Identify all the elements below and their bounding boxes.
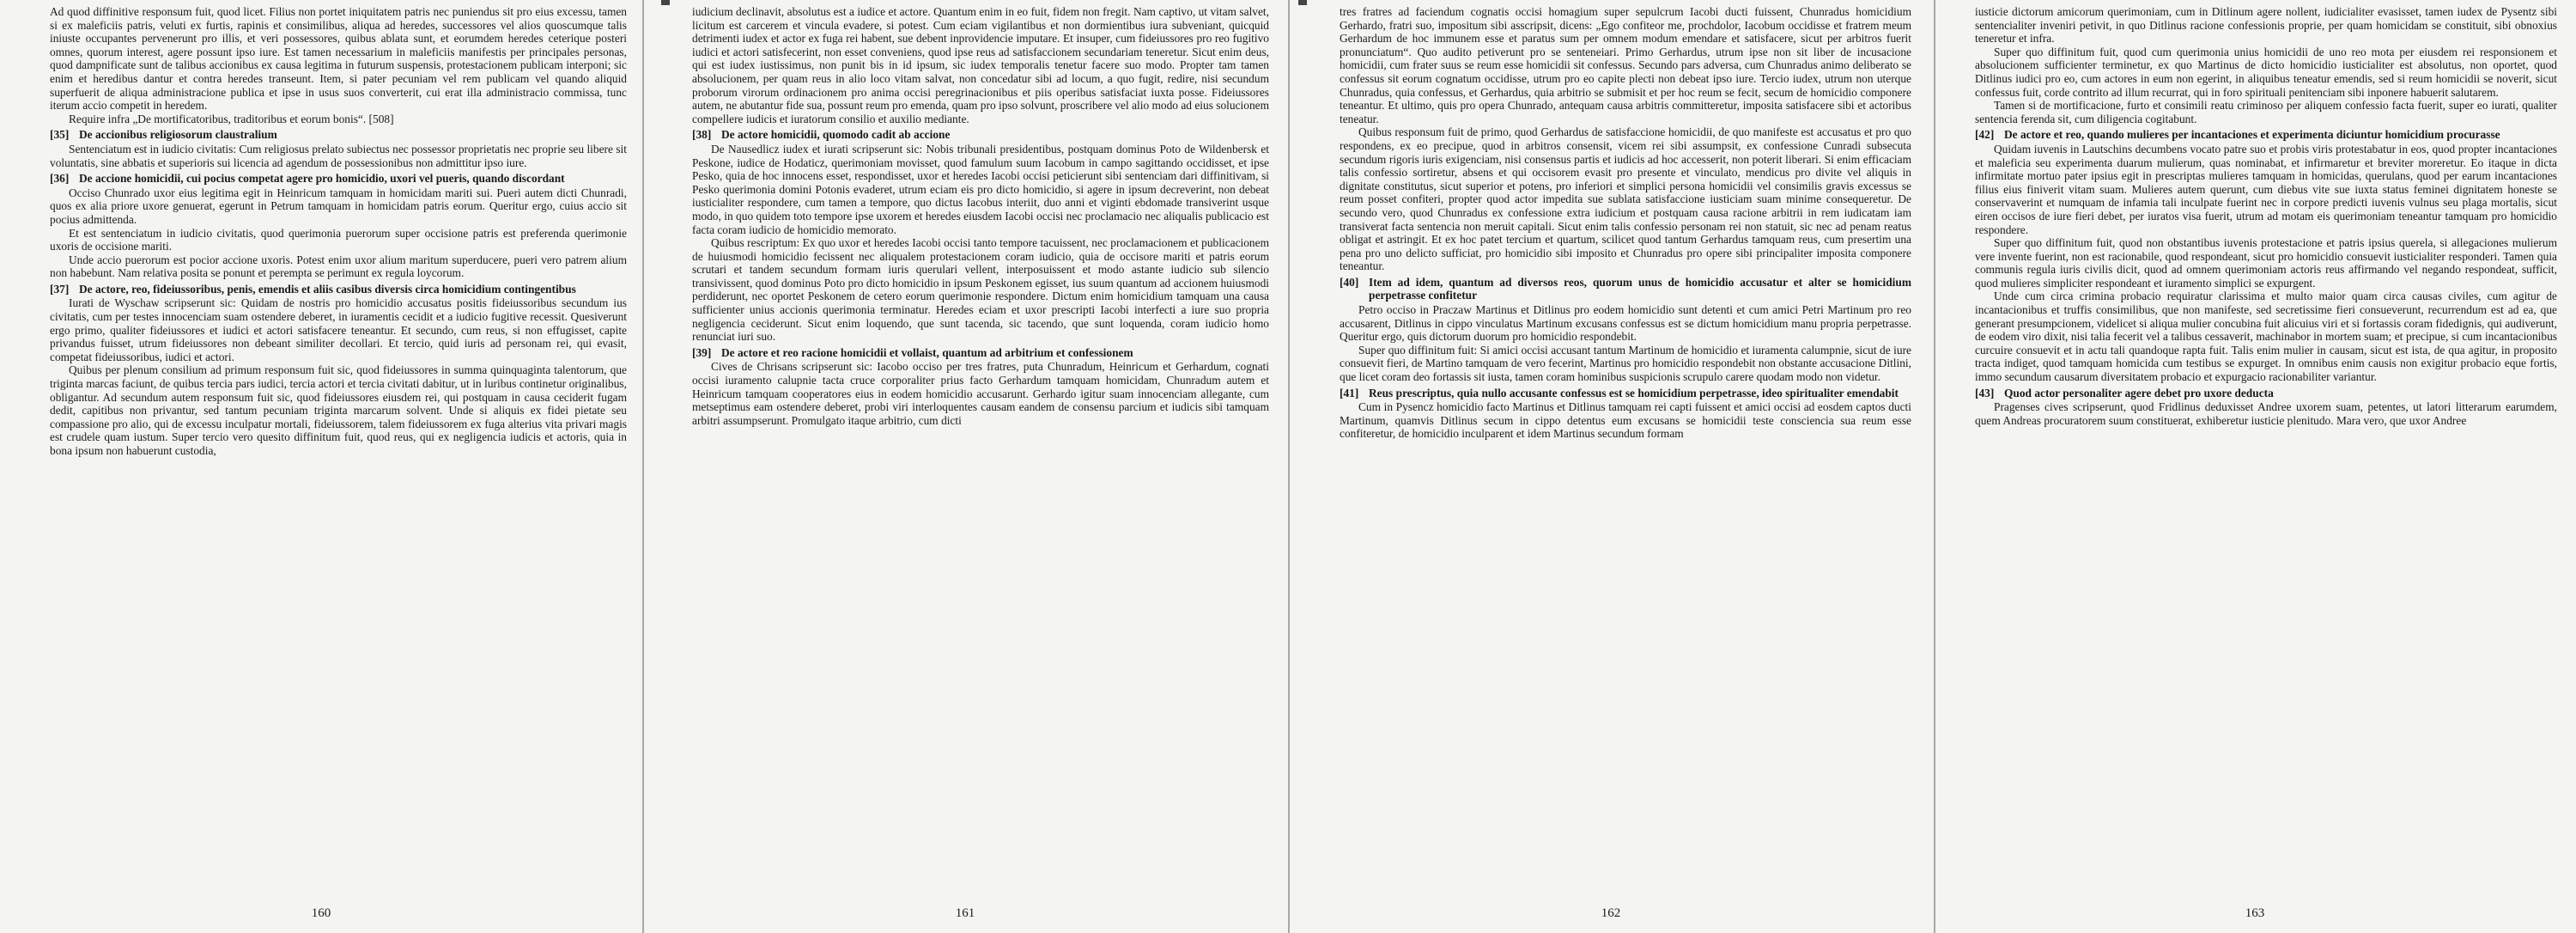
page-number: 163 [2245,906,2265,920]
paragraph: Sentenciatum est in iudicio civitatis: Cum religiosus prelato subiectus nec possessor proprietatis nec proprie seu libere sit voluntatis, sine abbatis et superioris sui licencia ad agendum de possessionibus non admittitur ipso iure. [50,142,627,169]
paragraph: Tamen si de mortificacione, furto et consimili reatu criminoso per aliquem confessio facta fuerit, super eo iurati, qualiter sentencia ferenda sit, cum diligencia cogitabunt. [1975,99,2557,125]
section-number: [41] [1340,386,1359,399]
paragraph: Iurati de Wyschaw scripserunt sic: Quidam de nostris pro homicidio accusatus positis fideiussoribus secundum ius civitatis, cum per testes innocenciam suam ostendere deberet, in iuramentis cecidit et a iudicio fugitive recessit. Quesiverunt ergo primo, qualiter fideiussores et iudici et actori satisfacere teneantur. Et secundo, cum reus, si non effugisset, capite privandus fuisset, utrum fideiussores non debeant similiter decollari. Et tercio, quid iuris ad personam rei, qui evasit, competat fideiussoribus, iudici et actori. [50,296,627,363]
page-text [1340,5,1911,441]
paragraph: iudicium declinavit, absolutus est a iudice et actore. Quantum enim in eo fuit, fidem non fregit. Nam captivo, ut vitam salvet, licitum est carcerem et vincula evadere, si potest. Cum eciam vigilantibus et non dormientibus iura subveniant, quicquid detrimenti iudex et actor ex fuga rei habent, sue debent inprovidencie imputare. Et insuper, cum fideiussores pro reo fugitivo iudici et actori satisfecerint, non esset conveniens, quod ipse reus ad satisfaccionem secundariam teneretur. Sicut enim deus, qui est iudex iustissimus, non punit bis in id ipsum, sic iudex temporalis tenetur facere suo modo. Propter tam tamen absolucionem, per quam reus in alio loco vitam salvat, non concedatur sibi ad locum, a quo fugit, redire, nisi secundum proborum virorum ordinacionem pro anima occisi peregrinacionibus et piis operibus satisfaciat iuxta posse. Fideiussores autem, ne abutantur fide sua, possunt reum pro emenda, quam pro ipso solvunt, proscribere vel alio modo ad eius solucionem compellere iudicis et iuratorum consilio et auxilio mediante. [692,5,1269,125]
paragraph: Unde cum circa crimina probacio requiratur clarissima et multo maior quam circa causas civiles, cum agitur de incantacionibus et truffis consimilibus, que non manifeste, sed secretissime fieri consueverunt, recurrendum est ad ea, que generant presumpcionem, videlicet si aliqua mulier concubina fuit alicuius viri et si fortassis coram fidedignis, qui audiverunt, de eodem viro dixit, nisi talia fecerit vel a talibus cessaverit, machinabor in mortem suam; et precipue, si cum incantacionibus curcuire consuevit et in actu tali quandoque rapta fuit. Talis enim mulier in causam, sicut est ista, de qua agitur, in proposito tracta indiget, quod tamquam homicida cum testibus se expurget. In omnibus enim causis non exigitur probacio eque fortis, immo secundum causarum diversitatem probacio et expurgacio racionabiliter variantur. [1975,290,2557,384]
paragraph: iusticie dictorum amicorum querimoniam, cum in Ditlinum agere nollent, iudicialiter evasisset, tamen iudex de Pysentz sibi sentencialiter inveniri petivit, in quo Ditlinus racione confessionis proprie, per quam homicidam se constituit, sibi obnoxius teneretur et infra. [1975,5,2557,46]
page-text [50,5,627,458]
paragraph: Pragenses cives scripserunt, quod Fridlinus deduxisset Andree uxorem suam, petentes, ut latori litterarum earumdem, quem Andreas procuratorem suum constituerat, exhiberetur iusticie plenitudo. Mara vero, que uxor Andree [1975,400,2557,427]
section-number: [43] [1975,386,1995,399]
paragraph: Quibus responsum fuit de primo, quod Gerhardus de satisfaccione homicidii, de quo manifeste est accusatus et pro quo respondens, ex eo precipue, quod in arbitros consensit, vicem rei sibi assumpsit, ex confessione Cunradi subsecuta secundum rigoris iuris exigenciam, nisi consensus partis et iudicis ad hoc accesserit, non poterit liberari. Si enim efficaciam talis confessio sortiretur, absens et qui occisorem evasit pro presente et vinculato, mendicus pro divite vel aliquis in dignitate constitutus, sicut superior et potens, pro inferiori et simplici persona homicidii vel consimilis gravis excessus se reum posset confiteri, propter quod actor impedita sue sublata satisfaccione iusticiam suam minime consequeretur. De secundo vero, quod Chunradus ex confessione extra iudicium et postquam causa racione arbitrii in rem iudicatam iam transiverat facta sentencia non meruit capitali. Sicut enim talis confessio personam rei non statuit, sic nec ad penam reatus obligat et astringit. Et ex hoc patet tercium et quartum, scilicet quod tantum Gerhardus tamquam reus, cum presertim una pena pro uno delicto sufficiat, pro homicidio sibi imposito et Chunradus pro opere sibi principaliter imposita componere teneantur. [1340,125,1911,273]
page-number: 160 [311,906,331,920]
section-number: [42] [1975,128,1995,142]
section-title: Reus prescriptus, quia nullo accusante confessus est se homicidium perpetrasse, ideo spiritualiter emendabit [1369,386,1899,399]
section-title: De actore homicidii, quomodo cadit ab accione [721,128,951,142]
section-number: [38] [692,128,712,142]
paragraph: tres fratres ad faciendum cognatis occisi homagium super sepulcrum Iacobi ducti fuissent, Chunradus homicidium Gerhardo, fratri suo, impositum sibi asscripsit, dicens: „Ego confiteor me, prochdolor, Iacobum occidisse et fratrem meum Gerhardum de hoc immunem esse et paratus sum per omnem modum emendare et satisfacere, sicut per arbitros fuerit pronunciatum“. Quo audito petiverunt pro se senteneiari. Primo Gerhardus, utrum ipse non sit liber de incusacione homicidii, cum frater suus se reum esse homicidii sit confessus. Secundo pars adversa, cum Chunradus animo deliberato se confessus sit eorum cognatum occidisse, utrum pro eo capite plecti non debeat ipso iure. Tercio iudex, utrum non uterque Chunradus, quia confessus, et Gerhardus, quia arbitrio se submisit et per hoc reum se fecit, secum de homicidio componere teneantur. Et ultimo, quis pro opera Chunrado, antequam causa arbitris committeretur, imposita satisfacere sibi et actoribus teneatur. [1340,5,1911,125]
page-gutter [1288,0,1290,933]
section-heading [1340,276,1911,302]
page-number: 162 [1601,906,1621,920]
paragraph: De Nausedlicz iudex et iurati scripserunt sic: Nobis tribunali presidentibus, postquam dominus Poto de Wildenbersk et Peskone, iudice de Hodaticz, querimoniam movisset, quod famulum suum Iacobum in campo sagittando occidisset, et ipse Pesko, quia de hoc innocens esset, respondisset, uxor et heredes Iacobi occisi peticierunt sibi sentenciam dari diffinitivam, si Pesko querimonia domini Potonis evaderet, utrum eciam eis pro dicto homicidio, si agere in ipsum decreverint, non debeat iusticialiter respondere, cum tamen a tempore, quo dictus Iacobus interiit, duo anni et viginti ebdomade transiverint usque modo, in quo quidem toto tempore ipse uxorem et heredes eiusdem Iacobi occisi nec proclamacio nec aliqualis publicacio est facta coram iudicio de homicidio memorato. [692,142,1269,236]
section-heading [50,128,627,142]
section-heading [1975,128,2557,142]
section-number: [37] [50,282,70,296]
section-title: De actore, reo, fideiussoribus, penis, emendis et aliis casibus diversis circa homicidium contingentibus [79,282,576,296]
paragraph: Quibus rescriptum: Ex quo uxor et heredes Iacobi occisi tanto tempore tacuissent, nec proclamacionem et publicacionem de huiusmodi homicidio fecissent nec aliqualem protestacionem coram iudicio, quia de occisore mariti et patris eorum scrutari et tandem secundum formam iuris querulari vellent, interposuissent et modo astante iudicio sub silencio transivissent, quod dominus Poto pro dicto homicidio in ipsum Peskonem egisset, ius suum quantum ad accionem huiusmodi perdiderunt, nec oportet Peskonem de cetero eorum querimonie respondere. Dictum enim homicidium tamquam una causa sufficienter unius accionis querimonia terminatur. Heredes eciam et uxor prescripti Iacobi interfecti a iure suo propria negligencia ceciderunt. Sicut enim loquendo, que sunt tacenda, sic tacendo, que sunt loquenda, coram iudicio homo renunciat iuri suo. [692,236,1269,344]
section-heading [1975,387,2557,400]
fold-mark [661,0,670,5]
fold-mark [1298,0,1307,5]
paragraph: Unde accio puerorum est pocior accione uxoris. Potest enim uxor alium maritum superducere, pueri vero patrem alium non habebunt. Nam relativa posita se ponunt et perempta se perimunt ex regula loycorum. [50,253,627,280]
page-gutter [1934,0,1935,933]
section-heading [692,346,1269,360]
page-text [1975,5,2557,427]
section-heading [1340,387,1911,400]
section-title: Item ad idem, quantum ad diversos reos, quorum unus de homicidio accusatur et alter se homicidium perpetrasse confitetur [1369,275,1911,302]
section-title: Quod actor personaliter agere debet pro uxore deducta [2004,386,2274,399]
paragraph: Quidam iuvenis in Lautschins decumbens vocato patre suo et probis viris protestabatur in eos, quod propter incantaciones et maleficia seu experimenta duarum mulierum, quas nominabat, et infirmaretur et breviter moreretur. Eo itaque in dicta infirmitate mortuo pater ipsius egit in prescriptas mulieres tamquam in homicidas, querulans, quod per earum incantaciones filius eius finiverit vitam suam. Mulieres autem querunt, cum diebus vite sue iuxta status feminei dignitatem honeste se conservaverint et numquam de infamia tali inculpate fuerint nec in corpore predicti iuvenis vulnus seu plaga mortalis, sicut eiren occisos de iure fieri debet, per iuratos visa fuerit, utrum ad motam eis querimoniam teneantur tamquam pro homicidio respondere. [1975,142,2557,236]
section-heading [50,172,627,186]
paragraph: Cum in Pysencz homicidio facto Martinus et Ditlinus tamquam rei capti fuissent et amici occisi ad eosdem captos ducti Martinum, quamvis Ditlinus secum in cippo detentus eum excusans se homicidii teste consciencia sua reum esse confiteretur, de homicidio inculparent et idem Martinus secundum formam [1340,400,1911,441]
section-number: [35] [50,128,70,142]
page-text [692,5,1269,427]
page-161 [642,0,1288,933]
section-heading [692,128,1269,142]
paragraph: Cives de Chrisans scripserunt sic: Iacobo occiso per tres fratres, puta Chunradum, Heinricum et Gerhardum, cognati occisi iuramento calupnie tacta cruce corporaliter prius facto Gerhardum tamquam homicidam, Chunradum autem et Heinricum tamquam cooperatores eius in eodem homicidio accusarunt. Gerhardo igitur suam innocenciam allegante, cum metseptimus eam ostendere deberet, probi viri interloquentes causam eandem de consensu parcium et iudicis sibi tamquam arbitri assumpserunt. Promulgato itaque arbitrio, cum dicti [692,360,1269,427]
page-163 [1934,0,2576,933]
page-162 [1288,0,1934,933]
section-number: [40] [1340,275,1359,289]
paragraph: Super quo diffinitum fuit: Si amici occisi accusant tantum Martinum de homicidio et iuramenta calumpnie, sicut de iure consuevit fieri, de Martino tamquam de vero fecerint, Martinus pro homicidio respondebit non obstante accusacione Ditlini, que licet coram deo fortassis sit iusta, tamen coram hominibus suspicionis scrupulo carere quodam modo non videtur. [1340,343,1911,384]
section-number: [39] [692,345,712,359]
section-number: [36] [50,172,70,186]
section-title: De actore et reo, quando mulieres per incantaciones et experimenta diciuntur homicidium procurasse [2004,128,2500,142]
page-gutter [642,0,644,933]
section-title: De accionibus religiosorum claustralium [79,128,277,142]
paragraph: Quibus per plenum consilium ad primum responsum fuit sic, quod fideiussores in summa quinquaginta talentorum, que triginta marcas faciunt, de quibus tercia pars iudici, tercia actori et tercia civitati dabitur, ut in luribus continetur originalibus, obligantur. Ad secundum autem responsum fuit sic, quod fideiussores eiusdem rei, qui postquam in causa ceciderit fugam dedit, capitibus non privantur, sed tantum pecuniam triginta marcarum solvent. Unde si aliquis ex fidei pietate seu compassione pro alio, qui de excessu inculpatur mortali, fideiussorem, talem fideiussorem ex fuga alterius vita privari magis est crudele quam iustum. Super tercio vero quesito diffinitum fuit, quod reus, qui ex negligencia iudicis et actoris, quia in bona ipsum non habuerunt custodia, [50,363,627,457]
paragraph: Require infra „De mortificatoribus, traditoribus et eorum bonis“. [508] [69,112,394,125]
section-heading [50,283,627,296]
paragraph: Occiso Chunrado uxor eius legitima egit in Heinricum tamquam in homicidam mariti sui. Pueri autem dicti Chunradi, quos ex alia priore uxore genuerat, egerunt in Petrum tamquam in homicidam patris eorum. Queritur ergo, cuius accio sit pocius admittenda. [50,186,627,226]
paragraph: Et est sentenciatum in iudicio civitatis, quod querimonia puerorum super occisione patris est preferenda querimonie uxoris de occisione mariti. [50,226,627,253]
paragraph: Super quo diffinitum fuit, quod non obstantibus iuvenis protestacione et patris ipsius querela, si allegaciones mulierum vere invente fuerint, non est racionabile, quod respondeant, sicut pro homicidio consuevit iusticialiter responderi. Tamen quia communis regula iuris civilis dicit, quod ad omnem querimoniam actoris reus affirmando vel negando respondeat, sufficit, quod mulieres simpliciter respondeant et iuramento simplici se expurgent. [1975,236,2557,290]
page-160 [0,0,642,933]
page-number: 161 [955,906,975,920]
paragraph: Petro occiso in Praczaw Martinus et Ditlinus pro eodem homicidio sunt detenti et cum amici Petri Martinum pro reo accusarent, Ditlinus in cippo vinculatus Martinum excusans confessus est se dictum homicidium manu propria perpetrasse. Queritur ergo, quis dictorum duorum pro homicidio respondebit. [1340,303,1911,344]
paragraph: Ad quod diffinitive responsum fuit, quod licet. Filius non portet iniquitatem patris nec puniendus sit pro eius excessu, tamen si ex maleficiis patris, veluti ex furtis, rapinis et consimilibus, aliqua ad heredes, successores vel alios quoscumque talis iniuste occupantes pervenerunt pro illis, et veri possessores, quibus ablata sunt, et eorumdem heredes ceterique posteri omnes, quorum interest, agere possunt ipso iure. Est tamen necessarium in maleficiis manifestis per principales personas, quod dampnificate sunt de talibus accionibus ex causa legitima in futurum suspensis, protestacionem publicam interponi; sic enim et heredibus dantur et contra heredes transeunt. Item, si pater pecuniam vel rem publicam vel quando aliquid superfuerit de aliqua administracione publica et ipse in usus suos converterit, cui erat illa administracio commissa, tunc iterum accio competit in heredem. [50,5,627,113]
section-title: De accione homicidii, cui pocius competat agere pro homicidio, uxori vel pueris, quando discordant [79,172,565,186]
paragraph: Super quo diffinitum fuit, quod cum querimonia unius homicidii de uno reo mota per eiusdem rei responsionem et absolucionem sufficienter terminetur, ex quo Martinus de dicto homicidio iusticialiter est absolutus, non oportet, quod Ditlinus iudici pro eo, cum actores in eum non egerint, in aliquibus teneatur emendis, sed si reum homicidii se noverit, sicut confessus fuit, corde contrito ad illum recurrat, qui in foro spirituali penitenciam sibi inponere habuerit salutarem. [1975,45,2557,99]
section-title: De actore et reo racione homicidii et vollaist, quantum ad arbitrium et confessionem [721,345,1133,359]
